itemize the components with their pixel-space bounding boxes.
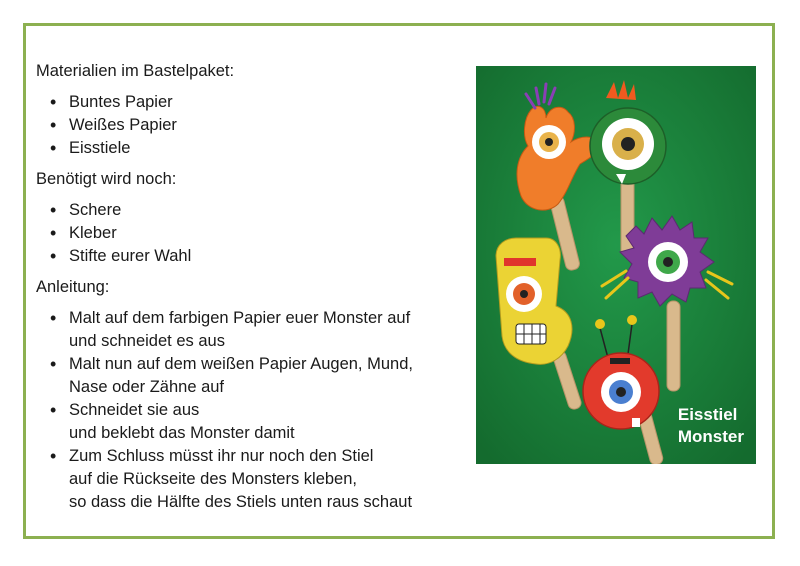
list-item: • Eisstiele	[36, 137, 456, 160]
materials-list	[36, 91, 456, 160]
needed-list	[36, 199, 456, 268]
list-item	[36, 445, 456, 514]
line: Malt auf dem farbigen Papier euer Monster auf	[69, 309, 411, 327]
section-needed	[36, 168, 456, 268]
monster-photo	[476, 66, 756, 464]
list-item: • Weißes Papier	[36, 114, 456, 137]
list-item: • Buntes Papier	[36, 91, 456, 114]
instructions-list	[36, 307, 456, 514]
line: Nase oder Zähne auf	[69, 378, 225, 396]
materials-heading: Materialien im Bastelpaket:	[36, 62, 235, 80]
caption-line: Monster	[677, 427, 744, 446]
list-item: • Schere	[36, 199, 456, 222]
line: Malt nun auf dem weißen Papier Augen, Mund,	[69, 355, 413, 373]
line: Schneidet sie aus	[69, 401, 200, 419]
list-item	[36, 307, 456, 353]
instructions-text	[36, 60, 456, 522]
line: so dass die Hälfte des Stiels unten raus schaut	[69, 493, 413, 511]
section-instructions	[36, 276, 456, 514]
section-materials	[36, 60, 456, 160]
line: und schneidet es aus	[69, 332, 225, 350]
list-item	[36, 399, 456, 445]
list-item: • Kleber	[36, 222, 456, 245]
line: auf die Rückseite des Monsters kleben,	[69, 470, 357, 488]
line: und beklebt das Monster damit	[69, 424, 295, 442]
photo-caption	[678, 404, 744, 448]
needed-heading: Benötigt wird noch:	[36, 170, 177, 188]
instructions-heading: Anleitung:	[36, 278, 110, 296]
list-item	[36, 353, 456, 399]
line: Zum Schluss müsst ihr nur noch den Stiel	[69, 447, 374, 465]
caption-line: Eisstiel	[677, 405, 738, 424]
list-item: • Stifte eurer Wahl	[36, 245, 456, 268]
